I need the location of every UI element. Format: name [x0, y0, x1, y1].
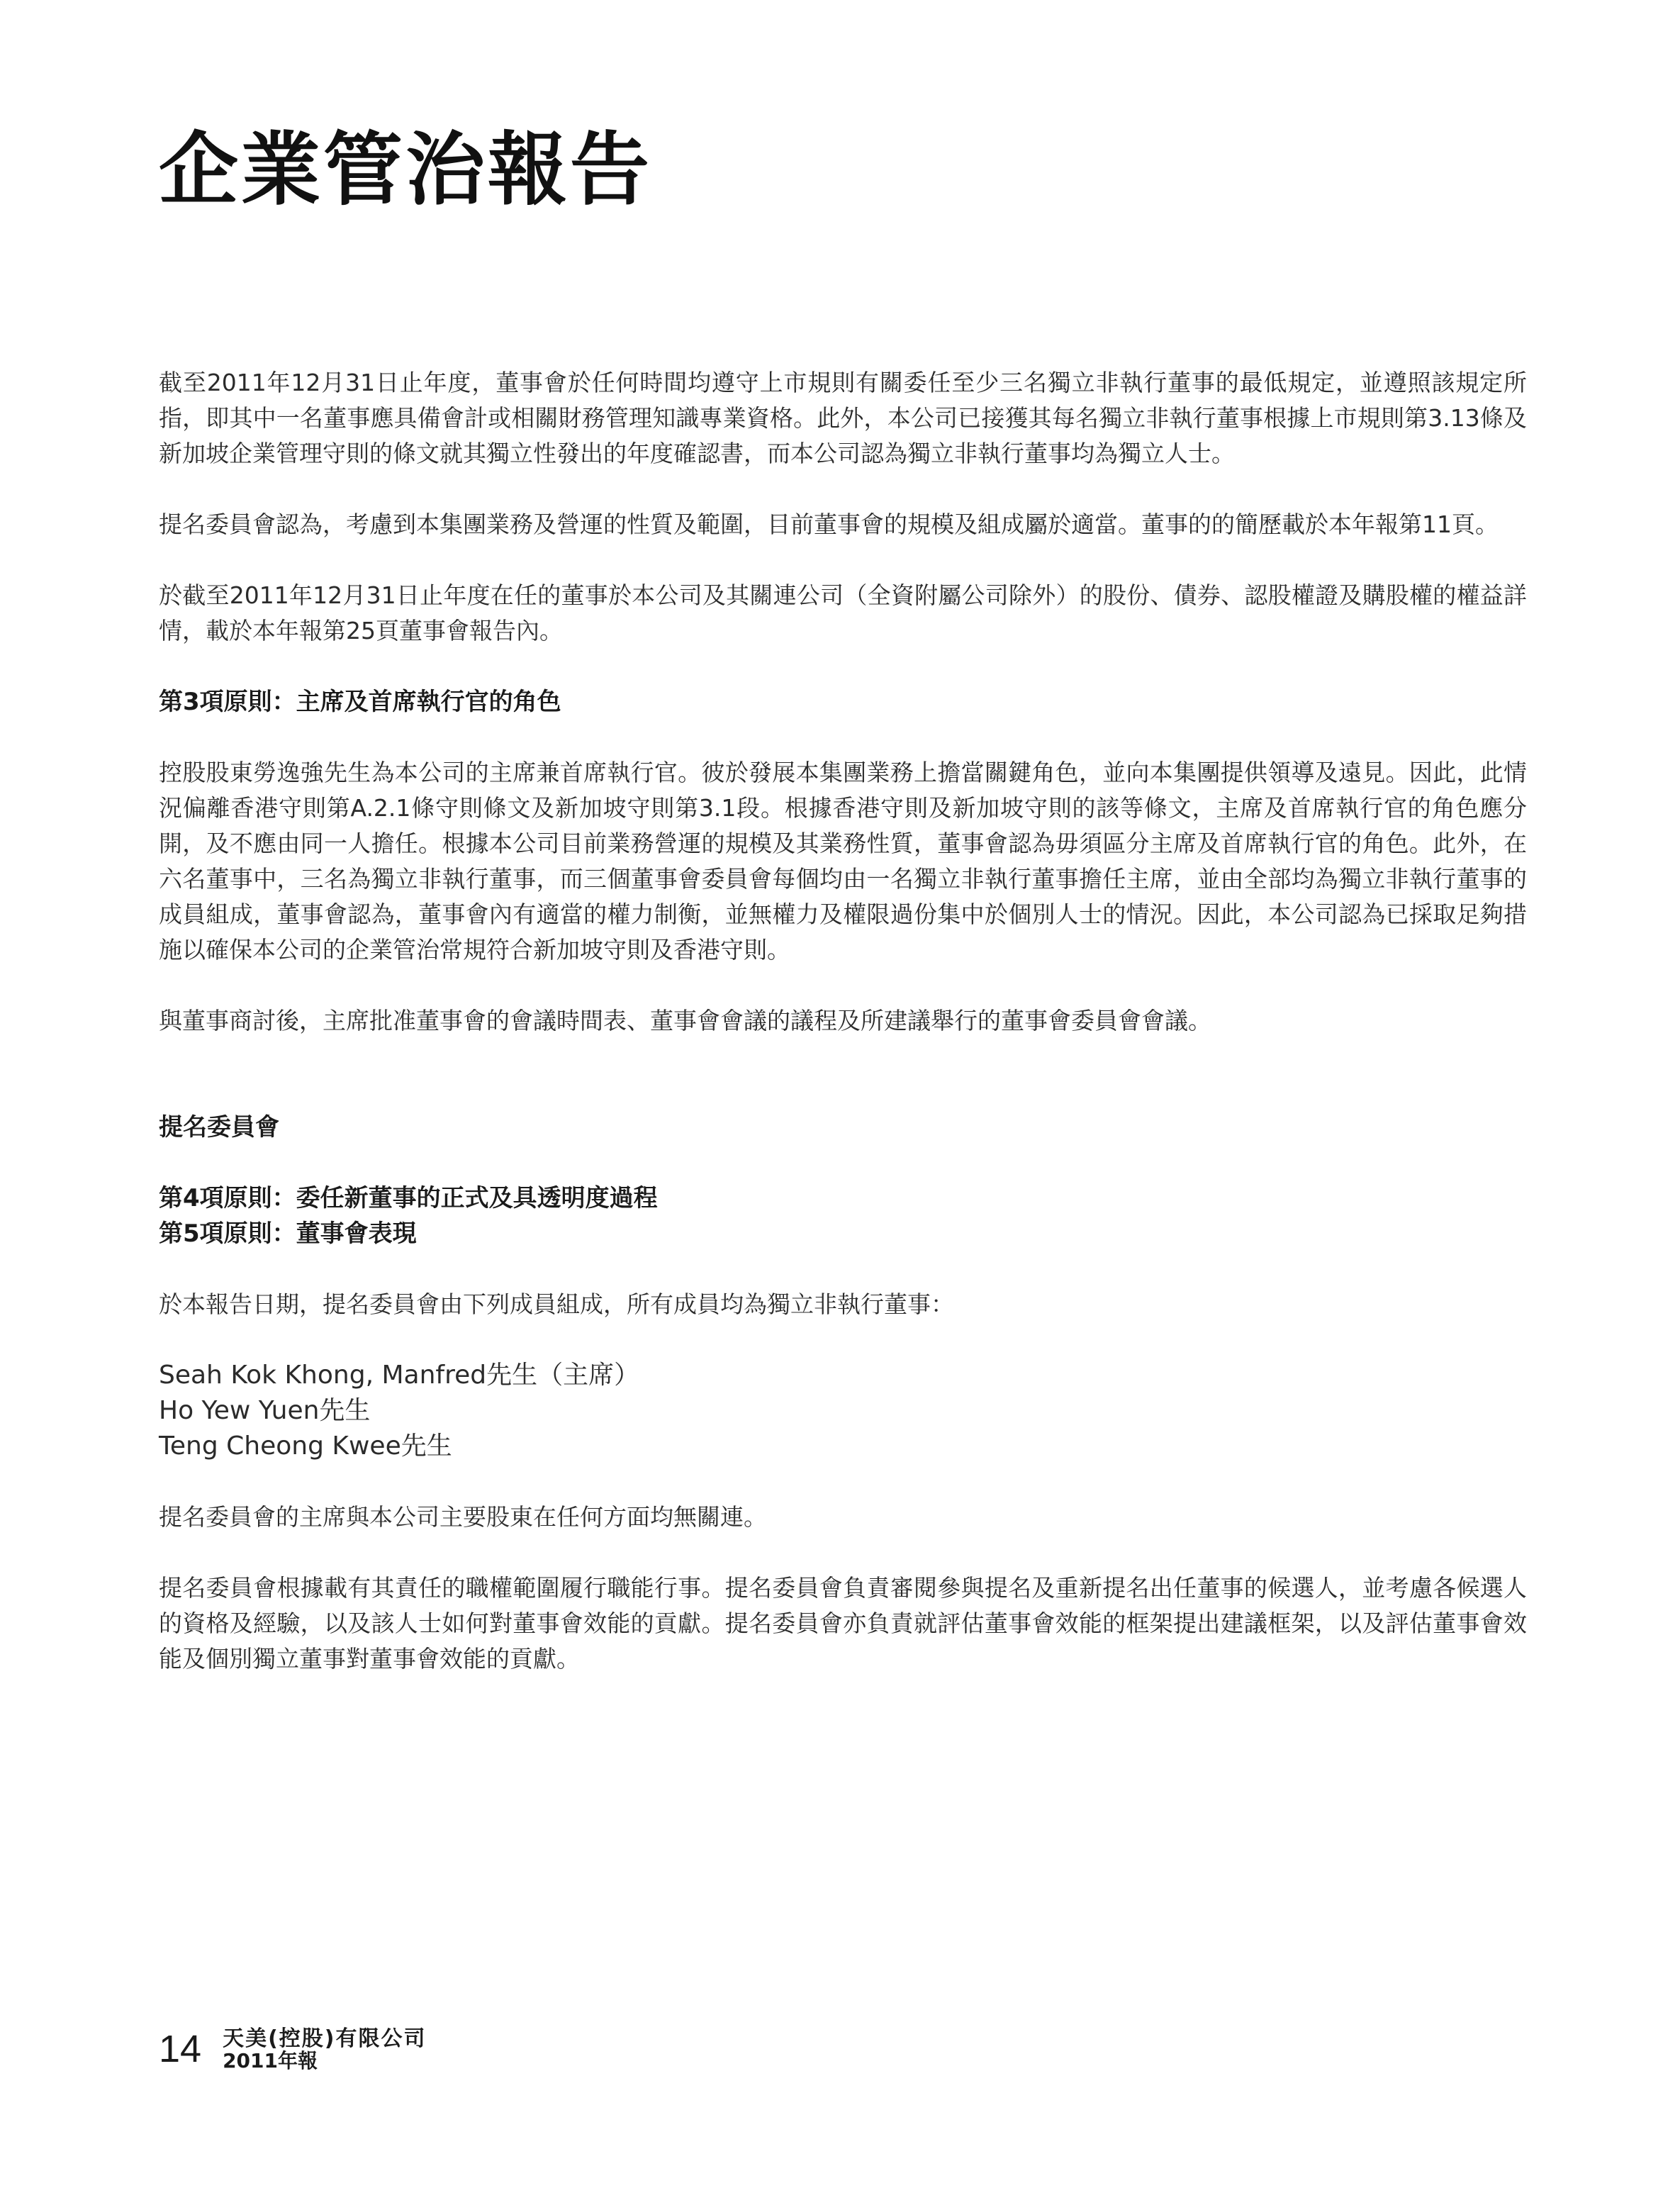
heading-principle-5: 第5項原則：董事會表現	[159, 1219, 417, 1248]
footer-report-name: 2011年報	[223, 2049, 318, 2072]
heading-nomination-committee: 提名委員會	[159, 1113, 279, 1142]
paragraph-board-composition: 提名委員會認為，考慮到本集團業務及營運的性質及範圍，目前董事會的規模及組成屬於適當。董事的的簡歷載於本年報第11頁。	[159, 510, 1499, 538]
committee-member-list	[159, 1358, 1527, 1464]
paragraph-committee-duties: 提名委員會根據載有其責任的職權範圍履行職能行事。提名委員會負責審閱參與提名及重新提名出任董事的候選人，並考慮各候選人的資格及經驗，以及該人士如何對董事會效能的貢獻。提名委員會亦負責就評估董事會效能的框架提出建議框架，以及評估董事會效能及個別獨立董事對董事會效能的貢獻。	[159, 1574, 1527, 1673]
page-title: 企業管治報告	[159, 124, 652, 216]
paragraph-committee-members-intro: 於本報告日期，提名委員會由下列成員組成，所有成員均為獨立非執行董事：	[159, 1290, 954, 1318]
list-item: Seah Kok Khong, Manfred先生（主席）	[159, 1361, 640, 1390]
page-footer	[159, 2028, 427, 2072]
paragraph-meeting-schedule: 與董事商討後，主席批准董事會的會議時間表、董事會會議的議程及所建議舉行的董事會委員會會議。	[159, 1007, 1211, 1034]
list-item: Ho Yew Yuen先生	[159, 1396, 371, 1425]
heading-principle-4: 第4項原則：委任新董事的正式及具透明度過程	[159, 1184, 658, 1212]
paragraph-chairman-independence: 提名委員會的主席與本公司主要股東在任何方面均無關連。	[159, 1503, 767, 1531]
paragraph-chairman-ceo: 控股股東勞逸強先生為本公司的主席兼首席執行官。彼於發展本集團業務上擔當關鍵角色，並向本集團提供領導及遠見。因此，此情況偏離香港守則第A.2.1條守則條文及新加坡守則第3.1段。根據香港守則及新加坡守則的該等條文，主席及首席執行官的角色應分開，及不應由同一人擔任。根據本公司目前業務營運的規模及其業務性質，董事會認為毋須區分主席及首席執行官的角色。此外，在六名董事中，三名為獨立非執行董事，而三個董事會委員會每個均由一名獨立非執行董事擔任主席，並由全部均為獨立非執行董事的成員組成，董事會認為，董事會內有適當的權力制衡，並無權力及權限過份集中於個別人士的情況。因此，本公司認為已採取足夠措施以確保本公司的企業管治常規符合新加坡守則及香港守則。	[159, 759, 1527, 964]
paragraph-director-interests: 於截至2011年12月31日止年度在任的董事於本公司及其關連公司（全資附屬公司除外）的股份、債券、認股權證及購股權的權益詳情，載於本年報第25頁董事會報告內。	[159, 581, 1527, 644]
heading-principle-3: 第3項原則：主席及首席執行官的角色	[159, 688, 561, 716]
list-item: Teng Cheong Kwee先生	[159, 1431, 452, 1461]
page-number: 14	[159, 2028, 202, 2070]
footer-company-name: 天美(控股)有限公司	[223, 2026, 427, 2051]
footer-text	[223, 2028, 426, 2072]
paragraph-independence: 截至2011年12月31日止年度，董事會於任何時間均遵守上市規則有關委任至少三名獨立非執行董事的最低規定，並遵照該規定所指，即其中一名董事應具備會計或相關財務管理知識專業資格。此外，本公司已接獲其每名獨立非執行董事根據上市規則第3.13條及新加坡企業管理守則的條文就其獨立性發出的年度確認書，而本公司認為獨立非執行董事均為獨立人士。	[159, 369, 1527, 467]
report-body	[159, 365, 1527, 1677]
